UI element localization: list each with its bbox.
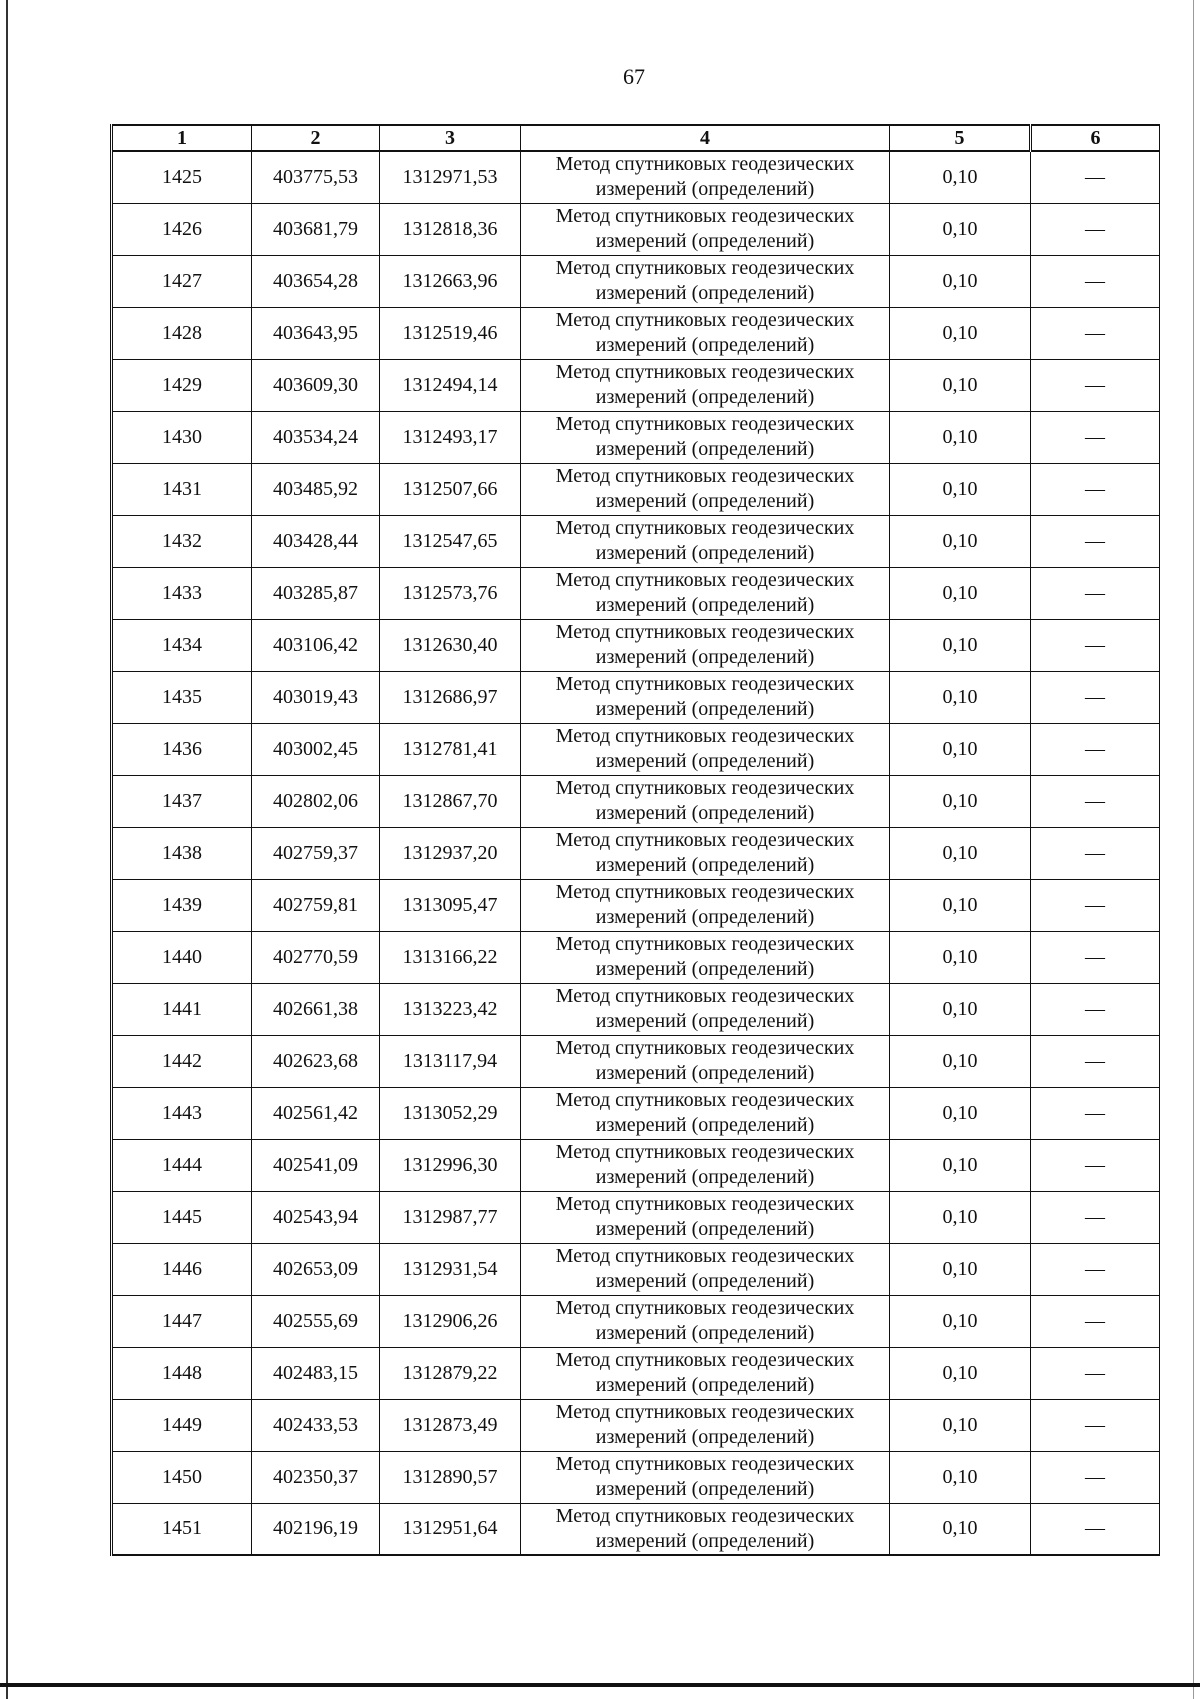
table-row <box>112 307 1160 359</box>
table-row <box>112 463 1160 515</box>
note-cell: — <box>1031 827 1160 879</box>
y-coordinate-cell: 1312494,14 <box>380 359 521 411</box>
table-row <box>112 983 1160 1035</box>
x-coordinate-cell: 403775,53 <box>252 151 380 203</box>
x-coordinate-cell: 402623,68 <box>252 1035 380 1087</box>
table-row <box>112 1451 1160 1503</box>
table-body <box>112 151 1160 1555</box>
note-cell: — <box>1031 1243 1160 1295</box>
x-coordinate-cell: 403485,92 <box>252 463 380 515</box>
x-coordinate-cell: 403002,45 <box>252 723 380 775</box>
table-row <box>112 255 1160 307</box>
y-coordinate-cell: 1313117,94 <box>380 1035 521 1087</box>
method-line-2: измерений (определений) <box>595 594 815 616</box>
point-number-cell: 1439 <box>112 879 252 931</box>
method-cell <box>521 1295 890 1347</box>
note-cell: — <box>1031 1399 1160 1451</box>
accuracy-cell: 0,10 <box>890 1347 1031 1399</box>
note-cell: — <box>1031 515 1160 567</box>
method-cell <box>521 1503 890 1555</box>
table-row <box>112 1347 1160 1399</box>
x-coordinate-cell: 402770,59 <box>252 931 380 983</box>
table-row <box>112 671 1160 723</box>
y-coordinate-cell: 1312493,17 <box>380 411 521 463</box>
point-number-cell: 1446 <box>112 1243 252 1295</box>
note-cell: — <box>1031 1347 1160 1399</box>
method-line-2: измерений (определений) <box>595 1478 815 1500</box>
method-line-1: Метод спутниковых геодезических <box>555 1037 855 1059</box>
method-line-2: измерений (определений) <box>595 750 815 772</box>
y-coordinate-cell: 1312890,57 <box>380 1451 521 1503</box>
method-line-1: Метод спутниковых геодезических <box>555 153 855 176</box>
note-cell: — <box>1031 255 1160 307</box>
method-line-2: измерений (определений) <box>595 1062 815 1084</box>
note-cell: — <box>1031 671 1160 723</box>
y-coordinate-cell: 1312663,96 <box>380 255 521 307</box>
scan-bottom-band <box>0 1683 1200 1687</box>
method-cell <box>521 411 890 463</box>
method-line-1: Метод спутниковых геодезических <box>555 257 855 279</box>
method-line-1: Метод спутниковых геодезических <box>555 205 855 227</box>
method-line-1: Метод спутниковых геодезических <box>555 985 855 1007</box>
point-number-cell: 1431 <box>112 463 252 515</box>
note-cell: — <box>1031 1451 1160 1503</box>
x-coordinate-cell: 403019,43 <box>252 671 380 723</box>
method-line-2: измерений (определений) <box>595 1322 815 1344</box>
header-col-6: 6 <box>1031 125 1160 151</box>
table-row <box>112 1243 1160 1295</box>
method-line-2: измерений (определений) <box>595 802 815 824</box>
note-cell: — <box>1031 775 1160 827</box>
point-number-cell: 1437 <box>112 775 252 827</box>
point-number-cell: 1434 <box>112 619 252 671</box>
y-coordinate-cell: 1313223,42 <box>380 983 521 1035</box>
x-coordinate-cell: 402541,09 <box>252 1139 380 1191</box>
table-row <box>112 1399 1160 1451</box>
method-line-2: измерений (определений) <box>595 1114 815 1136</box>
method-line-1: Метод спутниковых геодезических <box>555 569 855 591</box>
point-number-cell: 1450 <box>112 1451 252 1503</box>
accuracy-cell: 0,10 <box>890 515 1031 567</box>
table-row <box>112 359 1160 411</box>
x-coordinate-cell: 402543,94 <box>252 1191 380 1243</box>
y-coordinate-cell: 1313052,29 <box>380 1087 521 1139</box>
y-coordinate-cell: 1312937,20 <box>380 827 521 879</box>
accuracy-cell: 0,10 <box>890 463 1031 515</box>
table-row <box>112 567 1160 619</box>
note-cell: — <box>1031 879 1160 931</box>
accuracy-cell: 0,10 <box>890 1243 1031 1295</box>
method-line-1: Метод спутниковых геодезических <box>555 1297 855 1319</box>
method-line-1: Метод спутниковых геодезических <box>555 1141 855 1163</box>
table-header <box>112 125 1160 151</box>
accuracy-cell: 0,10 <box>890 1191 1031 1243</box>
table-row <box>112 1139 1160 1191</box>
method-line-2: измерений (определений) <box>595 230 815 252</box>
note-cell: — <box>1031 203 1160 255</box>
accuracy-cell: 0,10 <box>890 411 1031 463</box>
y-coordinate-cell: 1312987,77 <box>380 1191 521 1243</box>
header-col-5: 5 <box>890 125 1031 151</box>
method-cell <box>521 1399 890 1451</box>
accuracy-cell: 0,10 <box>890 619 1031 671</box>
y-coordinate-cell: 1312867,70 <box>380 775 521 827</box>
method-cell <box>521 567 890 619</box>
method-line-1: Метод спутниковых геодезических <box>555 881 855 903</box>
method-line-2: измерений (определений) <box>595 1010 815 1032</box>
table-row <box>112 1191 1160 1243</box>
accuracy-cell: 0,10 <box>890 1035 1031 1087</box>
table-row <box>112 723 1160 775</box>
accuracy-cell: 0,10 <box>890 307 1031 359</box>
method-cell <box>521 1243 890 1295</box>
point-number-cell: 1427 <box>112 255 252 307</box>
method-cell <box>521 1451 890 1503</box>
note-cell: — <box>1031 1191 1160 1243</box>
x-coordinate-cell: 403534,24 <box>252 411 380 463</box>
point-number-cell: 1438 <box>112 827 252 879</box>
point-number-cell: 1430 <box>112 411 252 463</box>
x-coordinate-cell: 402555,69 <box>252 1295 380 1347</box>
header-col-3: 3 <box>380 125 521 151</box>
method-line-1: Метод спутниковых геодезических <box>555 777 855 799</box>
accuracy-cell: 0,10 <box>890 255 1031 307</box>
accuracy-cell: 0,10 <box>890 723 1031 775</box>
note-cell: — <box>1031 567 1160 619</box>
method-line-2: измерений (определений) <box>595 1529 815 1552</box>
method-line-1: Метод спутниковых геодезических <box>555 1089 855 1111</box>
y-coordinate-cell: 1312818,36 <box>380 203 521 255</box>
method-cell <box>521 359 890 411</box>
method-line-2: измерений (определений) <box>595 1218 815 1240</box>
table-row <box>112 827 1160 879</box>
x-coordinate-cell: 402350,37 <box>252 1451 380 1503</box>
y-coordinate-cell: 1312519,46 <box>380 307 521 359</box>
x-coordinate-cell: 402433,53 <box>252 1399 380 1451</box>
header-col-1: 1 <box>112 125 252 151</box>
point-number-cell: 1433 <box>112 567 252 619</box>
note-cell: — <box>1031 983 1160 1035</box>
point-number-cell: 1445 <box>112 1191 252 1243</box>
method-line-2: измерений (определений) <box>595 438 815 460</box>
y-coordinate-cell: 1312879,22 <box>380 1347 521 1399</box>
x-coordinate-cell: 402661,38 <box>252 983 380 1035</box>
table-row <box>112 1087 1160 1139</box>
y-coordinate-cell: 1312971,53 <box>380 151 521 203</box>
scan-right-edge <box>1193 0 1194 1699</box>
method-line-1: Метод спутниковых геодезических <box>555 933 855 955</box>
method-line-2: измерений (определений) <box>595 386 815 408</box>
x-coordinate-cell: 403609,30 <box>252 359 380 411</box>
y-coordinate-cell: 1312951,64 <box>380 1503 521 1555</box>
y-coordinate-cell: 1312996,30 <box>380 1139 521 1191</box>
method-cell <box>521 879 890 931</box>
table-row <box>112 931 1160 983</box>
method-cell <box>521 515 890 567</box>
y-coordinate-cell: 1312686,97 <box>380 671 521 723</box>
method-line-1: Метод спутниковых геодезических <box>555 309 855 331</box>
method-line-2: измерений (определений) <box>595 698 815 720</box>
method-line-2: измерений (определений) <box>595 1166 815 1188</box>
method-line-2: измерений (определений) <box>595 490 815 512</box>
note-cell: — <box>1031 1139 1160 1191</box>
accuracy-cell: 0,10 <box>890 879 1031 931</box>
method-line-1: Метод спутниковых геодезических <box>555 1504 855 1527</box>
method-line-1: Метод спутниковых геодезических <box>555 1193 855 1215</box>
accuracy-cell: 0,10 <box>890 1503 1031 1555</box>
method-cell <box>521 255 890 307</box>
table-row <box>112 1503 1160 1555</box>
x-coordinate-cell: 403643,95 <box>252 307 380 359</box>
point-number-cell: 1435 <box>112 671 252 723</box>
point-number-cell: 1442 <box>112 1035 252 1087</box>
scan-left-edge <box>6 0 8 1699</box>
accuracy-cell: 0,10 <box>890 567 1031 619</box>
method-line-2: измерений (определений) <box>595 1374 815 1396</box>
method-cell <box>521 1087 890 1139</box>
method-cell <box>521 307 890 359</box>
table-row <box>112 619 1160 671</box>
accuracy-cell: 0,10 <box>890 1451 1031 1503</box>
method-line-1: Метод спутниковых геодезических <box>555 673 855 695</box>
table-row <box>112 151 1160 203</box>
note-cell: — <box>1031 307 1160 359</box>
x-coordinate-cell: 402802,06 <box>252 775 380 827</box>
method-line-2: измерений (определений) <box>595 1270 815 1292</box>
method-line-2: измерений (определений) <box>595 958 815 980</box>
y-coordinate-cell: 1312781,41 <box>380 723 521 775</box>
y-coordinate-cell: 1312507,66 <box>380 463 521 515</box>
table-row <box>112 1035 1160 1087</box>
x-coordinate-cell: 403106,42 <box>252 619 380 671</box>
table-row <box>112 775 1160 827</box>
note-cell: — <box>1031 1295 1160 1347</box>
table-row <box>112 515 1160 567</box>
y-coordinate-cell: 1312630,40 <box>380 619 521 671</box>
x-coordinate-cell: 402561,42 <box>252 1087 380 1139</box>
method-cell <box>521 1139 890 1191</box>
method-line-1: Метод спутниковых геодезических <box>555 1401 855 1423</box>
method-cell <box>521 827 890 879</box>
method-cell <box>521 775 890 827</box>
y-coordinate-cell: 1313095,47 <box>380 879 521 931</box>
y-coordinate-cell: 1312573,76 <box>380 567 521 619</box>
x-coordinate-cell: 403428,44 <box>252 515 380 567</box>
note-cell: — <box>1031 151 1160 203</box>
accuracy-cell: 0,10 <box>890 1139 1031 1191</box>
note-cell: — <box>1031 1035 1160 1087</box>
method-line-1: Метод спутниковых геодезических <box>555 1245 855 1267</box>
x-coordinate-cell: 403285,87 <box>252 567 380 619</box>
point-number-cell: 1444 <box>112 1139 252 1191</box>
note-cell: — <box>1031 619 1160 671</box>
x-coordinate-cell: 403654,28 <box>252 255 380 307</box>
method-cell <box>521 151 890 203</box>
accuracy-cell: 0,10 <box>890 983 1031 1035</box>
point-number-cell: 1436 <box>112 723 252 775</box>
table-row <box>112 411 1160 463</box>
method-line-2: измерений (определений) <box>595 854 815 876</box>
point-number-cell: 1425 <box>112 151 252 203</box>
accuracy-cell: 0,10 <box>890 827 1031 879</box>
method-line-2: измерений (определений) <box>595 646 815 668</box>
method-cell <box>521 671 890 723</box>
x-coordinate-cell: 402759,81 <box>252 879 380 931</box>
method-cell <box>521 1035 890 1087</box>
point-number-cell: 1451 <box>112 1503 252 1555</box>
header-row <box>112 125 1160 151</box>
note-cell: — <box>1031 723 1160 775</box>
accuracy-cell: 0,10 <box>890 931 1031 983</box>
x-coordinate-cell: 402653,09 <box>252 1243 380 1295</box>
x-coordinate-cell: 402759,37 <box>252 827 380 879</box>
table-row <box>112 1295 1160 1347</box>
y-coordinate-cell: 1312873,49 <box>380 1399 521 1451</box>
method-line-2: измерений (определений) <box>595 334 815 356</box>
y-coordinate-cell: 1313166,22 <box>380 931 521 983</box>
point-number-cell: 1443 <box>112 1087 252 1139</box>
accuracy-cell: 0,10 <box>890 1087 1031 1139</box>
method-line-1: Метод спутниковых геодезических <box>555 1453 855 1475</box>
accuracy-cell: 0,10 <box>890 203 1031 255</box>
note-cell: — <box>1031 463 1160 515</box>
coordinates-table <box>110 124 1160 1556</box>
method-line-2: измерений (определений) <box>595 542 815 564</box>
method-cell <box>521 1191 890 1243</box>
method-line-1: Метод спутниковых геодезических <box>555 829 855 851</box>
method-line-2: измерений (определений) <box>595 282 815 304</box>
header-col-4: 4 <box>521 125 890 151</box>
x-coordinate-cell: 402483,15 <box>252 1347 380 1399</box>
method-cell <box>521 1347 890 1399</box>
note-cell: — <box>1031 411 1160 463</box>
point-number-cell: 1428 <box>112 307 252 359</box>
table-row <box>112 879 1160 931</box>
accuracy-cell: 0,10 <box>890 775 1031 827</box>
note-cell: — <box>1031 359 1160 411</box>
method-line-1: Метод спутниковых геодезических <box>555 361 855 383</box>
point-number-cell: 1426 <box>112 203 252 255</box>
method-cell <box>521 203 890 255</box>
method-cell <box>521 931 890 983</box>
point-number-cell: 1440 <box>112 931 252 983</box>
method-line-1: Метод спутниковых геодезических <box>555 1349 855 1371</box>
accuracy-cell: 0,10 <box>890 151 1031 203</box>
y-coordinate-cell: 1312547,65 <box>380 515 521 567</box>
accuracy-cell: 0,10 <box>890 1295 1031 1347</box>
accuracy-cell: 0,10 <box>890 359 1031 411</box>
method-cell <box>521 723 890 775</box>
note-cell: — <box>1031 1503 1160 1555</box>
accuracy-cell: 0,10 <box>890 671 1031 723</box>
y-coordinate-cell: 1312906,26 <box>380 1295 521 1347</box>
y-coordinate-cell: 1312931,54 <box>380 1243 521 1295</box>
note-cell: — <box>1031 1087 1160 1139</box>
page-number: 67 <box>623 64 645 89</box>
method-line-1: Метод спутниковых геодезических <box>555 725 855 747</box>
method-line-1: Метод спутниковых геодезических <box>555 621 855 643</box>
point-number-cell: 1432 <box>112 515 252 567</box>
table-row <box>112 203 1160 255</box>
method-cell <box>521 983 890 1035</box>
method-line-1: Метод спутниковых геодезических <box>555 517 855 539</box>
method-line-2: измерений (определений) <box>595 178 815 201</box>
point-number-cell: 1448 <box>112 1347 252 1399</box>
point-number-cell: 1447 <box>112 1295 252 1347</box>
point-number-cell: 1449 <box>112 1399 252 1451</box>
method-cell <box>521 619 890 671</box>
point-number-cell: 1429 <box>112 359 252 411</box>
method-line-2: измерений (определений) <box>595 1426 815 1448</box>
method-line-1: Метод спутниковых геодезических <box>555 413 855 435</box>
method-cell <box>521 463 890 515</box>
x-coordinate-cell: 402196,19 <box>252 1503 380 1555</box>
header-col-2: 2 <box>252 125 380 151</box>
method-line-1: Метод спутниковых геодезических <box>555 465 855 487</box>
x-coordinate-cell: 403681,79 <box>252 203 380 255</box>
method-line-2: измерений (определений) <box>595 906 815 928</box>
note-cell: — <box>1031 931 1160 983</box>
point-number-cell: 1441 <box>112 983 252 1035</box>
accuracy-cell: 0,10 <box>890 1399 1031 1451</box>
